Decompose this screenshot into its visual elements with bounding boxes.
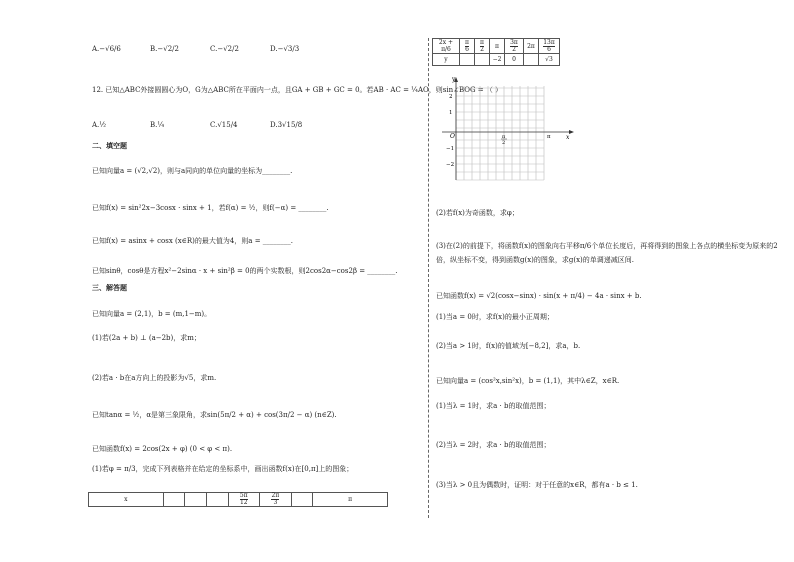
fill-question-3: 已知f(x) = asinx + cosx (x∈R)的最大值为4，则a = ________. (92, 237, 294, 245)
option-b: B.−√2/2 (150, 45, 179, 53)
table-cell (291, 493, 313, 507)
option-d: D.−√3/3 (270, 45, 300, 53)
q12-option-c: C.√15/4 (210, 121, 238, 129)
fill-question-2: 已知f(x) = sin²2x−3cosx · sinx + 1，若f(α) = ½，则f(−α) = ________. (92, 204, 329, 212)
origin-label: O (450, 133, 455, 140)
table-cell (460, 54, 475, 66)
fill-question-1: 已知向量a = (√2,√2)，则与a同向的单位向量的坐标为________. (92, 167, 293, 175)
question-20-part1: (1)当a = 0时，求f(x)的最小正周期； (436, 313, 554, 321)
question-21-part3: (3)当λ > 0且为偶数时，证明：对于任意的x∈R，都有a · b ≤ 1. (436, 481, 638, 489)
value-table-right (432, 38, 560, 66)
y-axis-label: y (452, 76, 456, 83)
question-18: 已知tanα = ½，α是第三象限角，求sin(5π/2 + α) + cos(3π/2 − α) (n∈Z). (92, 411, 337, 419)
option-a: A.−√6/6 (92, 45, 121, 53)
q12-option-b: B.¼ (150, 121, 165, 129)
section-heading-answer: 三、解答题 (92, 283, 127, 292)
question-19-part3-line2: 倍，纵坐标不变，得到函数g(x)的图象，求g(x)的单调递减区间. (436, 256, 635, 264)
question-20: 已知函数f(x) = √2(cosx−sinx) · sin(x + π/4) − 4a · sinx + b. (436, 292, 642, 300)
table-cell: $\frac{2\pi}{3}$ (260, 493, 292, 507)
question-17-part2: (2)若a · b在a方向上的投影为√5，求m. (92, 374, 217, 382)
question-17-part1: (1)若(2a + b) ⊥ (a−2b)，求m； (92, 334, 201, 342)
table-cell: $\frac{3\pi}{2}$ (505, 39, 524, 54)
x-tick-label: π (547, 134, 551, 140)
x-tick-label: π (502, 134, 506, 140)
q12-option-a: A.½ (92, 121, 107, 129)
table-cell: −2 (490, 54, 505, 66)
x-tick-label: 2 (502, 140, 506, 146)
fill-question-4: 已知sinθ，cosθ是方程x²−2sinα · x + sin²β = 0的两个实数根，则2cos2α−cos2β = ________. (92, 267, 398, 275)
table-cell: $\frac{13\pi}{6}$ (539, 39, 560, 54)
table-cell: $\frac{\pi}{2}$ (475, 39, 490, 54)
table-cell: π (313, 493, 388, 507)
question-21-part1: (1)当λ = 1时，求a · b的取值范围； (436, 402, 551, 410)
table-cell: 2x + π/6 (433, 39, 460, 54)
table-cell: $\frac{5\pi}{12}$ (228, 493, 260, 507)
question-21-part2: (2)当λ = 2时，求a · b的取值范围； (436, 441, 551, 449)
y-tick-label: −2 (446, 162, 455, 168)
option-c: C.−√2/2 (210, 45, 239, 53)
x-axis-arrow-icon (569, 130, 574, 134)
y-tick-label: 2 (449, 94, 453, 100)
y-tick-label: 1 (449, 110, 453, 116)
column-divider (428, 38, 429, 518)
question-17: 已知向量a = (2,1)，b = (m,1−m)。 (92, 310, 212, 318)
coordinate-grid (440, 76, 580, 186)
table-cell: 0 (505, 54, 524, 66)
q12-option-d: D.3√15/8 (270, 121, 303, 129)
question-21: 已知向量a = (cos²x,sin²x)，b = (1,1)，其中λ∈Z，x∈R. (436, 377, 620, 385)
question-19-part1: (1)若φ = π/3，完成下列表格并在给定的坐标系中，画出函数f(x)在[0,π]上的图象； (92, 465, 354, 473)
question-19-part2: (2)若f(x)为奇函数，求φ； (436, 209, 519, 217)
question-19-part3-line1: (3)在(2)的前提下，将函数f(x)的图象向右平移π/6个单位长度后，再将得到的图象上各点的横坐标变为原来的2 (436, 242, 778, 250)
x-axis-label: x (566, 134, 570, 141)
table-cell (185, 493, 207, 507)
table-cell (475, 54, 490, 66)
question-19: 已知函数f(x) = 2cos(2x + φ) (0 < φ < π). (92, 445, 233, 453)
table-cell: y (433, 54, 460, 66)
table-cell: 2π (524, 39, 539, 54)
table-cell: x (89, 493, 164, 507)
table-cell: π (490, 39, 505, 54)
table-cell: √3 (539, 54, 560, 66)
table-cell: $\frac{\pi}{6}$ (460, 39, 475, 54)
question-20-part2: (2)当a > 1时，f(x)的值域为[−8,2]，求a，b. (436, 342, 581, 350)
table-cell (524, 54, 539, 66)
section-heading-fill: 二、填空题 (92, 141, 127, 150)
table-cell (163, 493, 185, 507)
value-table-left (88, 492, 388, 507)
question-12-line1: 12. 已知△ABC外接圆圆心为O，G为△ABC所在平面内一点，且GA + GB + GC = 0。若AB · AC = ¼AO，则sin∠BOG = （ ） (92, 86, 503, 94)
table-cell (206, 493, 228, 507)
y-tick-label: −1 (446, 146, 455, 152)
